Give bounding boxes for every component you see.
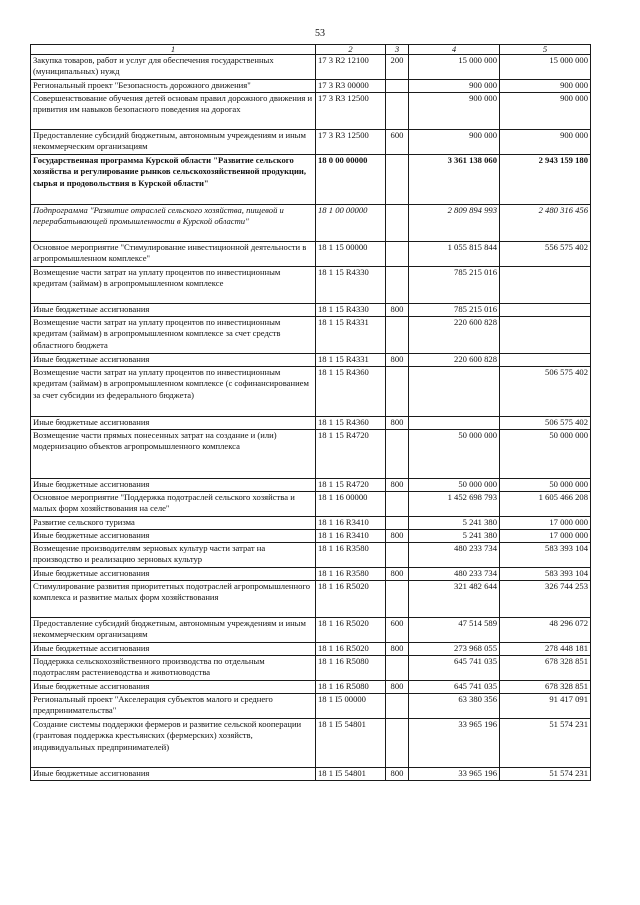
table-cell-name: Иные бюджетные ассигнования [31,681,316,694]
table-cell-name: Основное мероприятие "Поддержка подотраслей сельского хозяйства и малых форм хозяйствования на селе" [31,492,316,517]
table-cell-name: Иные бюджетные ассигнования [31,304,316,317]
table-row [31,155,591,205]
table-cell-amount-2: 51 574 231 [500,768,591,781]
table-cell-code: 17 3 R3 12500 [316,130,386,155]
table-cell-code: 18 1 16 R5020 [316,581,386,618]
table-cell-amount-1: 50 000 000 [409,430,500,479]
table-cell-amount-2: 678 328 851 [500,681,591,694]
table-cell-amount-1: 33 965 196 [409,719,500,768]
table-cell-code: 18 1 I5 54801 [316,719,386,768]
table-row [31,618,591,643]
table-cell-vr: 800 [386,479,409,492]
table-row [31,417,591,430]
table-cell-vr: 800 [386,354,409,367]
table-cell-name: Возмещение части прямых понесенных затрат на создание и (или) модернизацию объектов агропромышленного комплекса [31,430,316,479]
table-cell-amount-1: 220 600 828 [409,317,500,354]
table-row [31,581,591,618]
column-header-amount-1: 4 [409,45,500,55]
table-cell-vr [386,581,409,618]
table-cell-amount-2 [500,267,591,304]
table-row [31,768,591,781]
table-cell-name: Развитие сельского туризма [31,517,316,530]
table-cell-amount-2: 2 480 316 456 [500,205,591,242]
table-cell-amount-2: 1 605 466 208 [500,492,591,517]
table-cell-vr: 800 [386,568,409,581]
table-cell-name: Региональный проект "Акселерация субъектов малого и среднего предпринимательства" [31,694,316,719]
table-cell-amount-1: 900 000 [409,130,500,155]
table-cell-amount-2: 506 575 402 [500,367,591,417]
table-cell-amount-1: 900 000 [409,80,500,93]
table-cell-amount-1: 480 233 734 [409,568,500,581]
table-cell-amount-1 [409,367,500,417]
column-header-row [31,45,591,55]
table-body [31,45,591,781]
table-cell-name: Возмещение производителям зерновых культур части затрат на производство и реализацию зерновых культур [31,543,316,568]
table-row [31,681,591,694]
table-cell-code: 18 1 15 R4331 [316,317,386,354]
table-cell-vr [386,656,409,681]
table-cell-amount-1: 1 452 698 793 [409,492,500,517]
table-cell-amount-2: 678 328 851 [500,656,591,681]
table-row [31,354,591,367]
table-row [31,267,591,304]
column-header-code: 2 [316,45,386,55]
table-cell-code: 18 1 15 R4720 [316,430,386,479]
table-cell-amount-1: 1 055 815 844 [409,242,500,267]
table-cell-amount-2: 583 393 104 [500,543,591,568]
table-cell-code: 18 1 16 R5080 [316,656,386,681]
table-cell-code: 18 1 16 R3580 [316,568,386,581]
table-cell-name: Иные бюджетные ассигнования [31,643,316,656]
table-cell-vr [386,93,409,130]
table-row [31,530,591,543]
table-cell-vr [386,367,409,417]
table-cell-amount-2: 900 000 [500,93,591,130]
table-cell-vr [386,694,409,719]
table-row [31,656,591,681]
table-cell-amount-1: 5 241 380 [409,530,500,543]
table-cell-vr [386,492,409,517]
table-cell-amount-2 [500,304,591,317]
table-cell-amount-2: 51 574 231 [500,719,591,768]
table-cell-vr [386,317,409,354]
table-cell-amount-1: 321 482 644 [409,581,500,618]
table-cell-amount-2: 583 393 104 [500,568,591,581]
table-cell-amount-2: 91 417 091 [500,694,591,719]
budget-table [30,44,591,781]
table-cell-amount-1: 785 215 016 [409,304,500,317]
table-cell-vr [386,517,409,530]
table-row [31,543,591,568]
table-cell-amount-1: 220 600 828 [409,354,500,367]
table-cell-amount-2: 17 000 000 [500,517,591,530]
table-cell-amount-1 [409,417,500,430]
table-row [31,568,591,581]
table-cell-vr [386,242,409,267]
table-cell-name: Возмещение части затрат на уплату процентов по инвестиционным кредитам (займам) в агропромышленном комплексе (с софинансированием за счет субсидии из федерального бюджета) [31,367,316,417]
table-row [31,55,591,80]
table-cell-code: 18 1 16 R5080 [316,681,386,694]
table-cell-amount-1: 645 741 035 [409,656,500,681]
table-cell-code: 18 0 00 00000 [316,155,386,205]
table-cell-code: 18 1 I5 00000 [316,694,386,719]
table-cell-code: 18 1 16 R3410 [316,517,386,530]
table-cell-name: Иные бюджетные ассигнования [31,768,316,781]
table-cell-vr: 800 [386,304,409,317]
table-row [31,130,591,155]
table-cell-name: Возмещение части затрат на уплату процентов по инвестиционным кредитам (займам) в агропромышленном комплексе за счет средств областного бюджета [31,317,316,354]
table-cell-amount-2: 506 575 402 [500,417,591,430]
table-cell-code: 18 1 00 00000 [316,205,386,242]
table-cell-amount-2 [500,354,591,367]
table-cell-code: 17 3 R3 00000 [316,80,386,93]
table-cell-code: 18 1 15 R4360 [316,417,386,430]
table-cell-amount-2: 900 000 [500,80,591,93]
table-cell-name: Подпрограмма "Развитие отраслей сельского хозяйства, пищевой и перерабатывающей промышленности в Курской области" [31,205,316,242]
table-cell-code: 17 3 R3 12500 [316,93,386,130]
table-cell-amount-1: 15 000 000 [409,55,500,80]
table-cell-code: 18 1 15 R4720 [316,479,386,492]
table-cell-amount-1: 50 000 000 [409,479,500,492]
table-row [31,517,591,530]
table-cell-vr: 800 [386,768,409,781]
table-cell-amount-1: 273 968 055 [409,643,500,656]
table-cell-vr: 800 [386,530,409,543]
table-cell-code: 18 1 16 R5020 [316,618,386,643]
table-cell-vr: 800 [386,417,409,430]
page-number: 53 [315,28,325,39]
table-cell-amount-1: 5 241 380 [409,517,500,530]
table-row [31,694,591,719]
table-cell-amount-2: 2 943 159 180 [500,155,591,205]
column-header-amount-2: 5 [500,45,591,55]
table-cell-name: Государственная программа Курской области "Развитие сельского хозяйства и регулирование рынков сельскохозяйственной продукции, сырья и продовольствия в Курской области" [31,155,316,205]
table-cell-amount-2: 48 296 072 [500,618,591,643]
table-row [31,93,591,130]
table-cell-vr: 600 [386,618,409,643]
table-row [31,367,591,417]
table-cell-vr [386,719,409,768]
table-cell-vr [386,543,409,568]
table-cell-amount-1: 785 215 016 [409,267,500,304]
table-cell-amount-1: 2 809 894 993 [409,205,500,242]
table-cell-code: 18 1 16 R5020 [316,643,386,656]
table-cell-code: 18 1 I5 54801 [316,768,386,781]
table-cell-name: Иные бюджетные ассигнования [31,530,316,543]
table-cell-code: 18 1 15 R4330 [316,304,386,317]
table-row [31,80,591,93]
column-header-name: 1 [31,45,316,55]
table-cell-code: 17 3 R2 12100 [316,55,386,80]
table-cell-amount-1: 47 514 589 [409,618,500,643]
table-cell-name: Создание системы поддержки фермеров и развитие сельской кооперации (грантовая поддержка крестьянских (фермерских) хозяйств, индивидуальных предпринимателей) [31,719,316,768]
column-header-vr: 3 [386,45,409,55]
table-cell-name: Поддержка сельскохозяйственного производства по отдельным подотраслям растениеводства и животноводства [31,656,316,681]
table-row [31,317,591,354]
table-cell-amount-2: 50 000 000 [500,430,591,479]
table-cell-amount-2: 15 000 000 [500,55,591,80]
table-cell-amount-2: 326 744 253 [500,581,591,618]
table-row [31,643,591,656]
table-cell-code: 18 1 16 R3580 [316,543,386,568]
table-cell-name: Иные бюджетные ассигнования [31,417,316,430]
table-cell-name: Совершенствование обучения детей основам правил дорожного движения и привития им навыков безопасного поведения на дорогах [31,93,316,130]
table-cell-amount-2: 50 000 000 [500,479,591,492]
table-cell-name: Предоставление субсидий бюджетным, автономным учреждениям и иным некоммерческим организациям [31,130,316,155]
table-row [31,304,591,317]
table-cell-amount-1: 645 741 035 [409,681,500,694]
table-row [31,719,591,768]
table-cell-code: 18 1 15 R4360 [316,367,386,417]
table-cell-amount-1: 63 380 356 [409,694,500,719]
table-row [31,430,591,479]
table-cell-name: Иные бюджетные ассигнования [31,354,316,367]
table-cell-name: Иные бюджетные ассигнования [31,479,316,492]
table-row [31,205,591,242]
table-cell-vr: 800 [386,643,409,656]
table-cell-name: Иные бюджетные ассигнования [31,568,316,581]
table-cell-name: Предоставление субсидий бюджетным, автономным учреждениям и иным некоммерческим организациям [31,618,316,643]
table-cell-amount-2: 17 000 000 [500,530,591,543]
table-row [31,479,591,492]
table-cell-amount-1: 33 965 196 [409,768,500,781]
table-cell-amount-2 [500,317,591,354]
table-cell-amount-1: 900 000 [409,93,500,130]
table-cell-vr [386,205,409,242]
table-row [31,492,591,517]
table-cell-name: Основное мероприятие "Стимулирование инвестиционной деятельности в агропромышленном комплексе" [31,242,316,267]
table-cell-code: 18 1 15 R4330 [316,267,386,304]
table-cell-code: 18 1 16 R3410 [316,530,386,543]
table-cell-amount-2: 900 000 [500,130,591,155]
table-row [31,242,591,267]
table-cell-vr [386,267,409,304]
table-cell-vr [386,155,409,205]
table-cell-code: 18 1 15 00000 [316,242,386,267]
table-cell-name: Стимулирование развития приоритетных подотраслей агропромышленного комплекса и развитие малых форм хозяйствования [31,581,316,618]
table-cell-amount-1: 3 361 138 060 [409,155,500,205]
table-cell-amount-2: 278 448 181 [500,643,591,656]
table-cell-name: Закупка товаров, работ и услуг для обеспечения государственных (муниципальных) нужд [31,55,316,80]
table-cell-vr: 200 [386,55,409,80]
table-cell-name: Возмещение части затрат на уплату процентов по инвестиционным кредитам (займам) в агропромышленном комплексе [31,267,316,304]
table-cell-code: 18 1 16 00000 [316,492,386,517]
table-cell-vr: 600 [386,130,409,155]
table-cell-vr [386,430,409,479]
table-cell-vr [386,80,409,93]
table-cell-code: 18 1 15 R4331 [316,354,386,367]
table-cell-vr: 800 [386,681,409,694]
table-cell-amount-2: 556 575 402 [500,242,591,267]
table-cell-amount-1: 480 233 734 [409,543,500,568]
table-cell-name: Региональный проект "Безопасность дорожного движения" [31,80,316,93]
